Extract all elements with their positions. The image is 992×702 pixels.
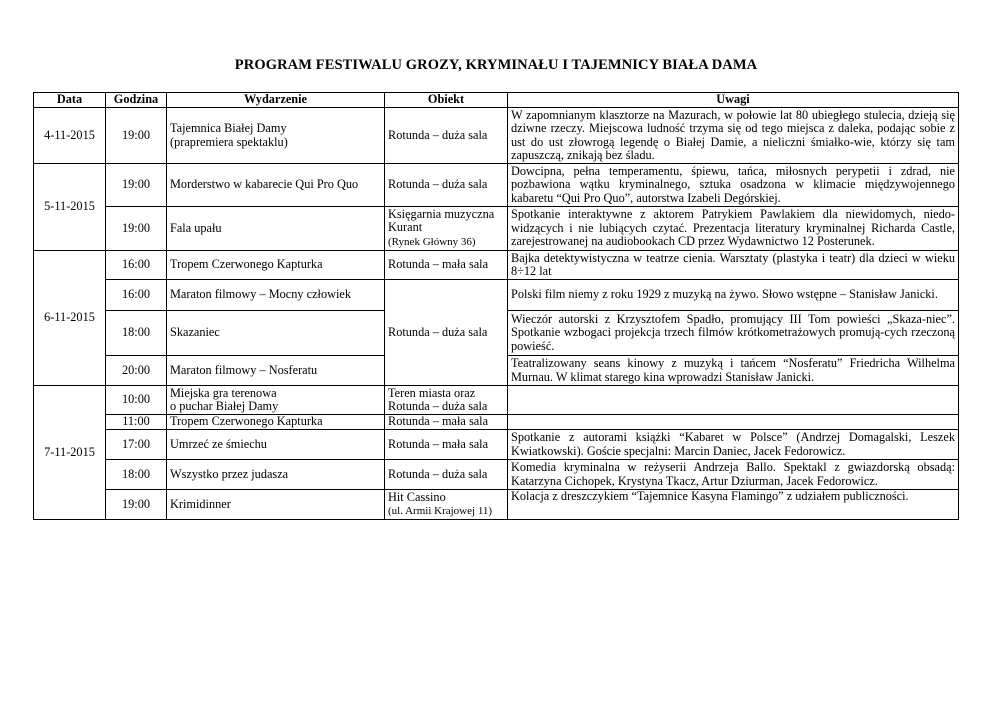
time-cell: 16:00	[106, 280, 167, 311]
time-cell: 19:00	[106, 164, 167, 207]
time-cell: 18:00	[106, 311, 167, 356]
time-cell: 20:00	[106, 356, 167, 386]
event-cell: Fala upału	[167, 207, 385, 251]
header-event: Wydarzenie	[167, 93, 385, 108]
venue-line: Rotunda – duża sala	[388, 399, 488, 413]
event-cell: Skazaniec	[167, 311, 385, 356]
venue-line: Kurant	[388, 220, 423, 235]
event-cell: Tropem Czerwonego Kapturka	[167, 251, 385, 280]
table-row	[34, 430, 959, 460]
date-cell: 7-11-2015	[34, 386, 106, 520]
venue-line: Hit Cassino	[388, 489, 446, 504]
event-cell	[167, 108, 385, 164]
table-row	[34, 164, 959, 207]
table-row	[34, 386, 959, 415]
venue-cell	[385, 490, 508, 520]
event-cell: Morderstwo w kabarecie Qui Pro Quo	[167, 164, 385, 207]
time-cell: 18:00	[106, 460, 167, 490]
venue-cell	[385, 207, 508, 251]
time-cell: 16:00	[106, 251, 167, 280]
notes-cell: Bajka detektywistyczna w teatrze cienia. Warsztaty (plastyka i teatr) dla dzieci w wieku 8÷12 lat	[508, 251, 959, 280]
date-cell: 4-11-2015	[34, 108, 106, 164]
notes-cell: Komedia kryminalna w reżyserii Andrzeja Ballo. Spektakl z gwiazdorską obsadą: Katarzyna Cichopek, Krystyna Tkacz, Artur Dziurman, Jacek Fedorowicz.	[508, 460, 959, 490]
venue-cell: Rotunda – mała sala	[385, 251, 508, 280]
event-cell: Krimidinner	[167, 490, 385, 520]
venue-cell: Rotunda – duża sala	[385, 164, 508, 207]
table-row	[34, 207, 959, 251]
header-time: Godzina	[106, 93, 167, 108]
notes-cell: Polski film niemy z roku 1929 z muzyką na żywo. Słowo wstępne – Stanisław Janicki.	[508, 280, 959, 311]
time-cell: 11:00	[106, 415, 167, 430]
venue-cell	[385, 386, 508, 415]
notes-cell	[508, 415, 959, 430]
table-row	[34, 280, 959, 311]
header-date: Data	[34, 93, 106, 108]
notes-cell: Spotkanie interaktywne z aktorem Patrykiem Pawlakiem dla niewidomych, niedo-widzących i nie lubiących czytać. Prezentacja literatury kryminalnej Richarda Castle, zarejestrowanej na audiobookach CD przez Wydawnictwo 12 Posterunek.	[508, 207, 959, 251]
notes-cell: Wieczór autorski z Krzysztofem Spadło, promujący III Tom powieści „Skaza-niec”. Spotkanie wzbogaci projekcja trzech filmów krótkometrażowych promują-cych rzeczoną powieść.	[508, 311, 959, 356]
event-subtitle: o puchar Białej Damy	[170, 399, 279, 413]
table-row	[34, 415, 959, 430]
event-cell: Wszystko przez judasza	[167, 460, 385, 490]
notes-cell: Teatralizowany seans kinowy z muzyką i tańcem “Nosferatu” Friedricha Wilhelma Murnau. W klimat starego kina wprowadzi Stanisław Janicki.	[508, 356, 959, 386]
date-cell: 6-11-2015	[34, 251, 106, 386]
event-cell	[167, 386, 385, 415]
venue-cell: Rotunda – duża sala	[385, 460, 508, 490]
page-title: PROGRAM FESTIWALU GROZY, KRYMINAŁU I TAJEMNICY BIAŁA DAMA	[234, 57, 758, 73]
header-venue: Obiekt	[385, 93, 508, 108]
time-cell: 19:00	[106, 108, 167, 164]
venue-cell: Rotunda – mała sala	[385, 415, 508, 430]
event-cell: Umrzeć ze śmiechu	[167, 430, 385, 460]
event-cell: Maraton filmowy – Mocny człowiek	[167, 280, 385, 311]
event-title: Miejska gra terenowa	[170, 385, 277, 400]
event-subtitle: (prapremiera spektaklu)	[170, 134, 288, 149]
event-cell: Tropem Czerwonego Kapturka	[167, 415, 385, 430]
program-table	[33, 92, 959, 520]
table-header-row	[34, 93, 959, 108]
venue-address: (ul. Armii Krajowej 11)	[388, 505, 493, 517]
notes-cell: W zapomnianym klasztorze na Mazurach, w połowie lat 80 ubiegłego stulecia, dzieją się dziwne rzeczy. Miejscowa ludność trzyma się od tego miejsca z daleka, podając sobie z ust do ust złowrogą legendę o Białej Damie, a nieliczni śmiałko-wie, którzy się tam zapuszczą, znikają bez śladu.	[508, 108, 959, 164]
notes-cell: Spotkanie z autorami książki “Kabaret w Polsce” (Andrzej Domagalski, Leszek Kwiatkowski). Goście specjalni: Marcin Daniec, Jacek Fedorowicz.	[508, 430, 959, 460]
event-title: Tajemnica Białej Damy	[170, 121, 287, 136]
notes-cell: Dowcipna, pełna temperamentu, śpiewu, tańca, miłosnych perypetii i zdrad, nie pozbawiona wątku kryminalnego, sztuka osadzona w klimacie międzywojennego kabaretu “Qui Pro Quo”, autorstwa Izabeli Degórskiej.	[508, 164, 959, 207]
venue-line: Księgarnia muzyczna	[388, 206, 495, 221]
time-cell: 19:00	[106, 207, 167, 251]
header-notes: Uwagi	[508, 93, 959, 108]
notes-cell: Kolacja z dreszczykiem “Tajemnice Kasyna Flamingo” z udziałem publiczności.	[508, 490, 959, 520]
event-cell: Maraton filmowy – Nosferatu	[167, 356, 385, 386]
date-cell: 5-11-2015	[34, 164, 106, 251]
time-cell: 19:00	[106, 490, 167, 520]
notes-cell	[508, 386, 959, 415]
table-row	[34, 490, 959, 520]
table-row	[34, 108, 959, 164]
table-row	[34, 460, 959, 490]
venue-line: Teren miasta oraz	[388, 385, 476, 400]
time-cell: 17:00	[106, 430, 167, 460]
venue-cell: Rotunda – mała sala	[385, 430, 508, 460]
venue-cell: Rotunda – duża sala	[385, 280, 508, 386]
venue-cell: Rotunda – duża sala	[385, 108, 508, 164]
table-row	[34, 251, 959, 280]
venue-address: (Rynek Główny 36)	[388, 235, 476, 248]
time-cell: 10:00	[106, 386, 167, 415]
